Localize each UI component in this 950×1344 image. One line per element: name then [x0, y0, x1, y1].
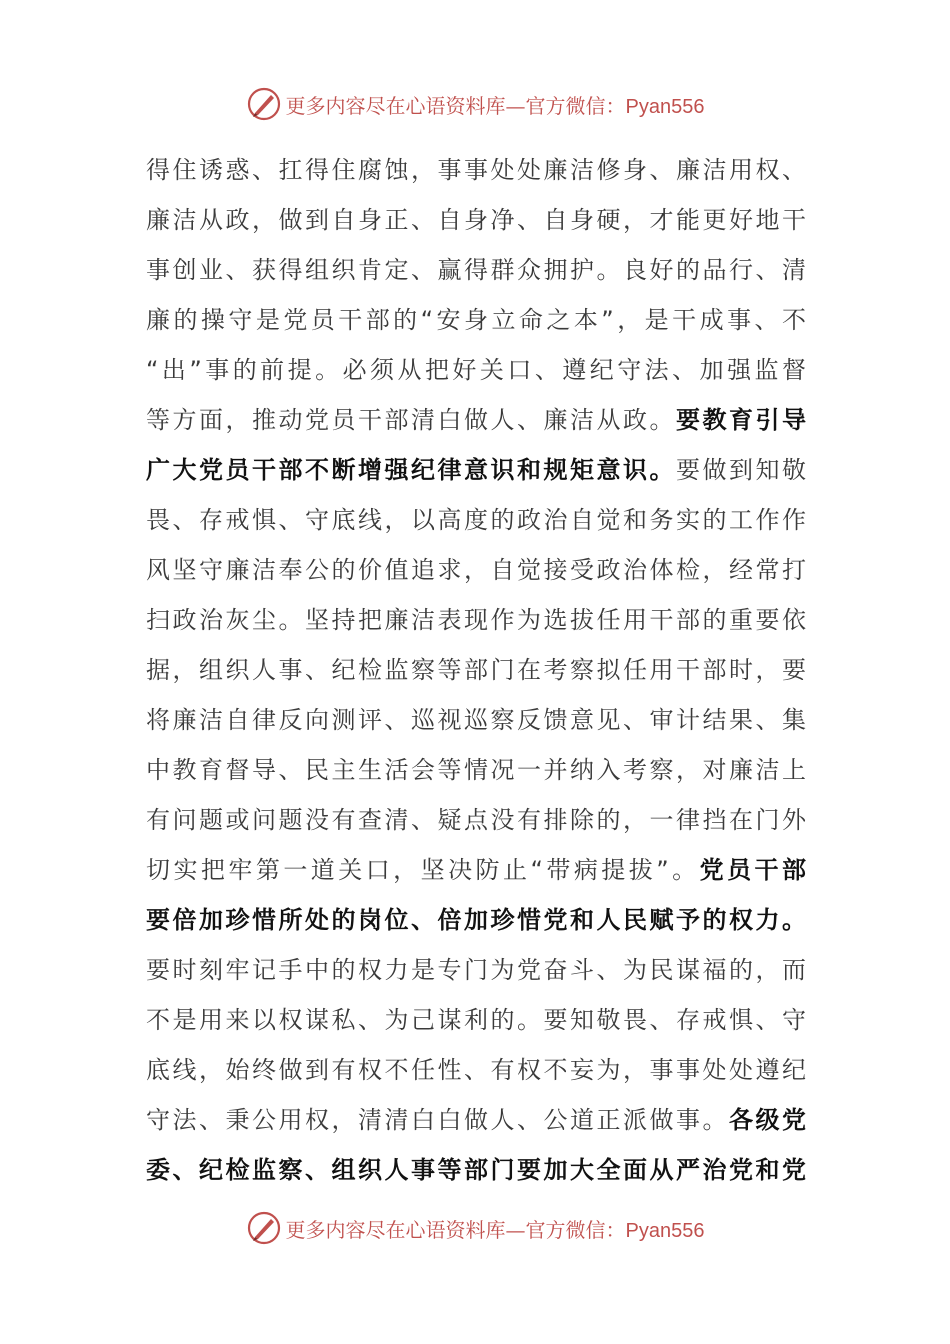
text-segment: 将廉洁自律反向测评、巡视巡察反馈意见、审计结果、集 [146, 706, 806, 734]
text-line [146, 945, 806, 995]
text-segment: 不是用来以权谋私、为己谋利的。要知敬畏、存戒惧、守 [146, 1006, 806, 1034]
pen-logo-icon [246, 86, 282, 122]
text-line [146, 845, 806, 895]
bold-text-segment: 各级党 [729, 1106, 806, 1134]
text-line [146, 395, 806, 445]
text-line [146, 1095, 806, 1145]
watermark-text: 更多内容尽在心语资料库—官方微信：Pyan556 [285, 1217, 705, 1242]
text-segment: 据，组织人事、纪检监察等部门在考察拟任用干部时，要 [146, 656, 806, 684]
bold-text-segment: 委、纪检监察、组织人事等部门要加大全面从严治党和党 [146, 1156, 806, 1184]
text-line [146, 1145, 806, 1195]
text-line [146, 445, 806, 495]
text-line [146, 745, 806, 795]
text-segment: 中教育督导、民主生活会等情况一并纳入考察，对廉洁上 [146, 756, 806, 784]
text-line [146, 145, 806, 195]
text-line [146, 995, 806, 1045]
header-watermark [0, 84, 950, 124]
text-segment: 畏、存戒惧、守底线，以高度的政治自觉和务实的工作作 [146, 506, 806, 534]
text-segment: 有问题或问题没有查清、疑点没有排除的，一律挡在门外 [146, 806, 806, 834]
bold-text-segment: 要倍加珍惜所处的岗位、倍加珍惜党和人民赋予的权力。 [146, 906, 806, 934]
text-line [146, 795, 806, 845]
watermark-text: 更多内容尽在心语资料库—官方微信：Pyan556 [285, 93, 705, 118]
text-segment: 扫政治灰尘。坚持把廉洁表现作为选拔任用干部的重要依 [146, 606, 806, 634]
text-line [146, 695, 806, 745]
text-line [146, 645, 806, 695]
text-segment: 守法、秉公用权，清清白白做人、公道正派做事。 [146, 1106, 729, 1134]
text-segment: 廉洁从政，做到自身正、自身净、自身硬，才能更好地干 [146, 206, 806, 234]
text-line [146, 895, 806, 945]
bold-text-segment: 要教育引导 [676, 406, 806, 434]
text-line [146, 495, 806, 545]
bold-text-segment: 广大党员干部不断增强纪律意识和规矩意识。 [146, 456, 676, 484]
text-segment: “出”事的前提。必须从把好关口、遵纪守法、加强监督 [146, 356, 806, 384]
text-segment: 得住诱惑、扛得住腐蚀，事事处处廉洁修身、廉洁用权、 [146, 156, 806, 184]
text-line [146, 245, 806, 295]
text-segment: 底线，始终做到有权不任性、有权不妄为，事事处处遵纪 [146, 1056, 806, 1084]
text-segment: 事创业、获得组织肯定、赢得群众拥护。良好的品行、清 [146, 256, 806, 284]
text-line [146, 195, 806, 245]
text-line [146, 345, 806, 395]
footer-watermark [0, 1208, 950, 1248]
text-segment: 廉的操守是党员干部的“安身立命之本”，是干成事、不 [146, 306, 806, 334]
text-line [146, 595, 806, 645]
bold-text-segment: 党员干部 [699, 856, 806, 884]
text-segment: 切实把牢第一道关口，坚决防止“带病提拔”。 [146, 856, 700, 884]
document-body [146, 145, 806, 1195]
text-line [146, 1045, 806, 1095]
text-segment: 要做到知敬 [676, 456, 806, 484]
pen-logo-icon [246, 1210, 282, 1246]
text-segment: 等方面，推动党员干部清白做人、廉洁从政。 [146, 406, 676, 434]
text-line [146, 295, 806, 345]
text-segment: 要时刻牢记手中的权力是专门为党奋斗、为民谋福的，而 [146, 956, 806, 984]
text-line [146, 545, 806, 595]
text-segment: 风坚守廉洁奉公的价值追求，自觉接受政治体检，经常打 [146, 556, 806, 584]
